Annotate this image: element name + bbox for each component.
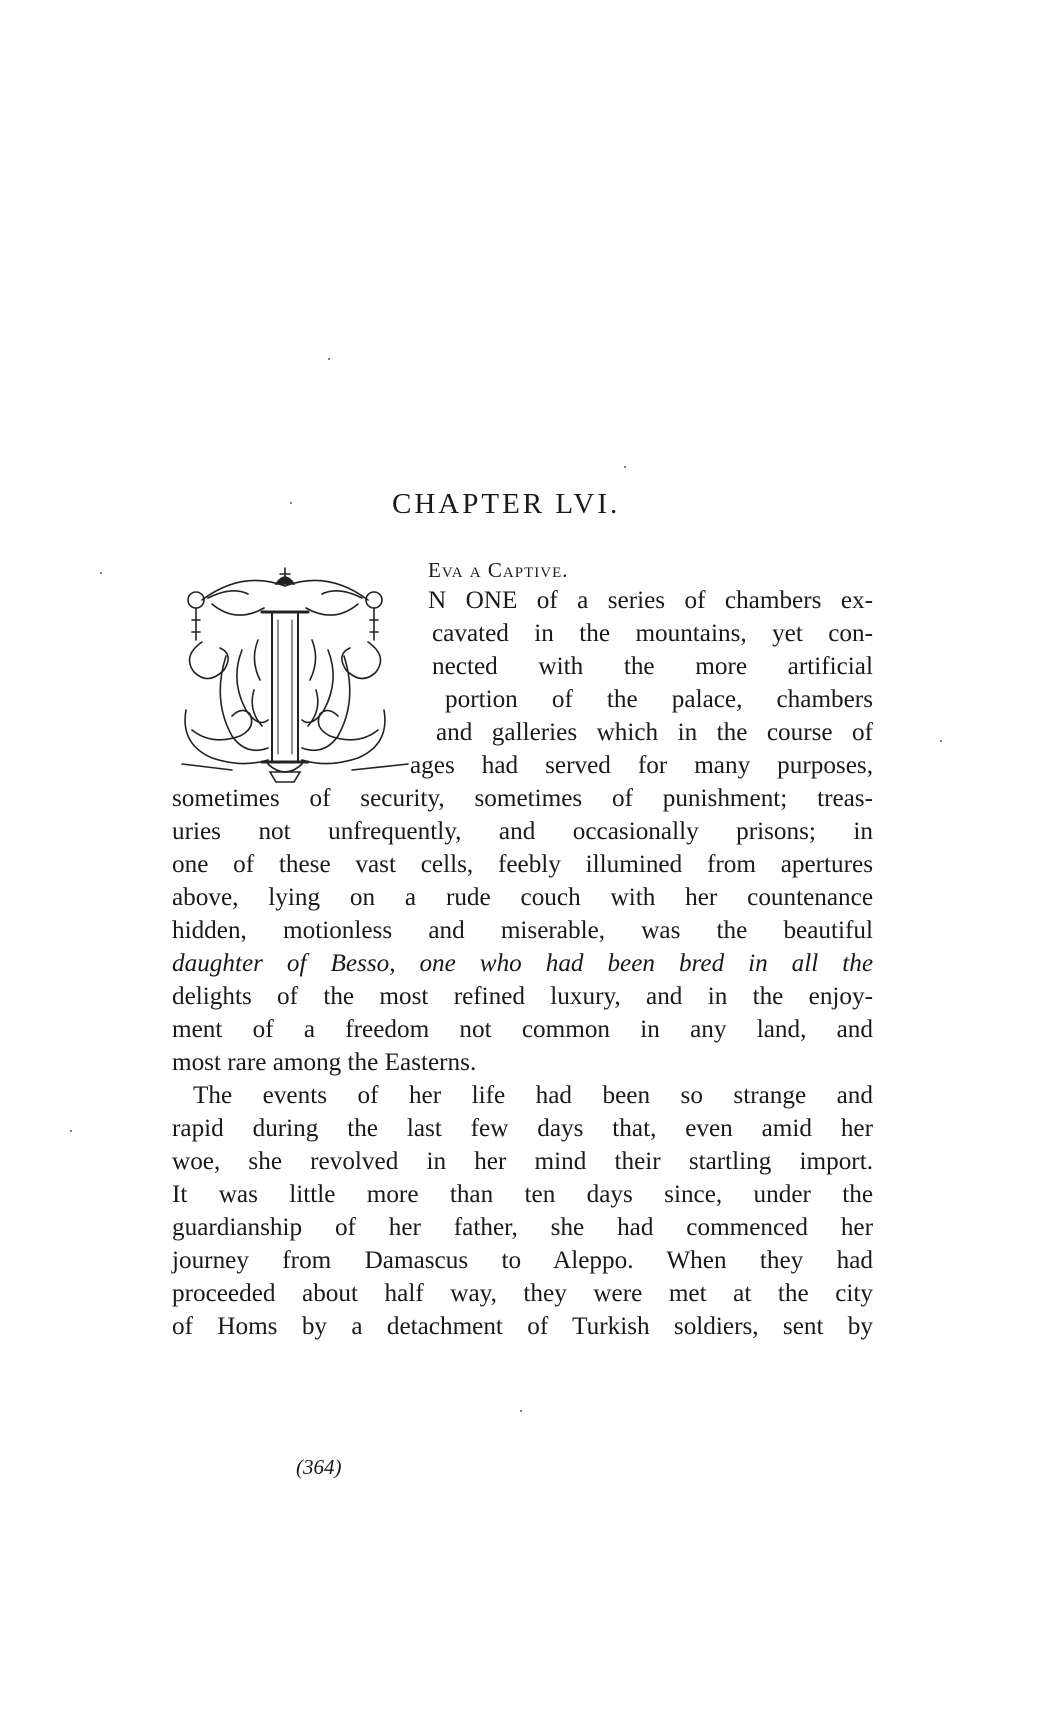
text-line: one of these vast cells, feebly illumined from apertures xyxy=(172,851,873,878)
chapter-title: CHAPTER LVI. xyxy=(392,488,621,520)
text-line: nected with the more artificial xyxy=(432,653,873,680)
scan-speck xyxy=(70,1130,72,1132)
scan-speck xyxy=(100,572,102,574)
text-line: cavated in the mountains, yet con- xyxy=(432,620,873,647)
ornamental-dropcap-image xyxy=(172,560,418,796)
scan-speck xyxy=(940,740,942,742)
text-line: ages had served for many purposes, xyxy=(410,752,873,779)
text-line: of Homs by a detachment of Turkish soldiers, sent by xyxy=(172,1313,873,1340)
text-line: ment of a freedom not common in any land, and xyxy=(172,1016,873,1043)
text-line: rapid during the last few days that, even amid her xyxy=(172,1115,873,1142)
scan-speck xyxy=(520,1410,522,1412)
text-line: above, lying on a rude couch with her countenance xyxy=(172,884,873,911)
text-line: uries not unfrequently, and occasionally prisons; in xyxy=(172,818,873,845)
text-line: hidden, motionless and miserable, was the beautiful xyxy=(172,917,873,944)
text-line: guardianship of her father, she had commenced her xyxy=(172,1214,873,1241)
text-line: N ONE of a series of chambers ex- xyxy=(428,587,873,614)
scan-speck xyxy=(328,358,330,360)
chapter-subtitle: Eva a Captive. xyxy=(428,558,569,582)
text-line: The events of her life had been so strange and xyxy=(193,1082,873,1109)
text-line: sometimes of security, sometimes of punishment; treas- xyxy=(172,785,873,812)
text-line: journey from Damascus to Aleppo. When they had xyxy=(172,1247,873,1274)
scan-speck xyxy=(624,466,626,468)
text-line: delights of the most refined luxury, and in the enjoy- xyxy=(172,983,873,1010)
text-line: proceeded about half way, they were met at the city xyxy=(172,1280,873,1307)
text-line: most rare among the Easterns. xyxy=(172,1049,477,1076)
text-line: It was little more than ten days since, under the xyxy=(172,1181,873,1208)
text-line: and galleries which in the course of xyxy=(436,719,873,746)
scan-speck xyxy=(290,502,292,504)
text-line: woe, she revolved in her mind their startling import. xyxy=(172,1148,873,1175)
text-line: daughter of Besso, one who had been bred in all the xyxy=(172,950,873,977)
text-line: portion of the palace, chambers xyxy=(445,686,873,713)
page-number: (364) xyxy=(296,1455,342,1479)
